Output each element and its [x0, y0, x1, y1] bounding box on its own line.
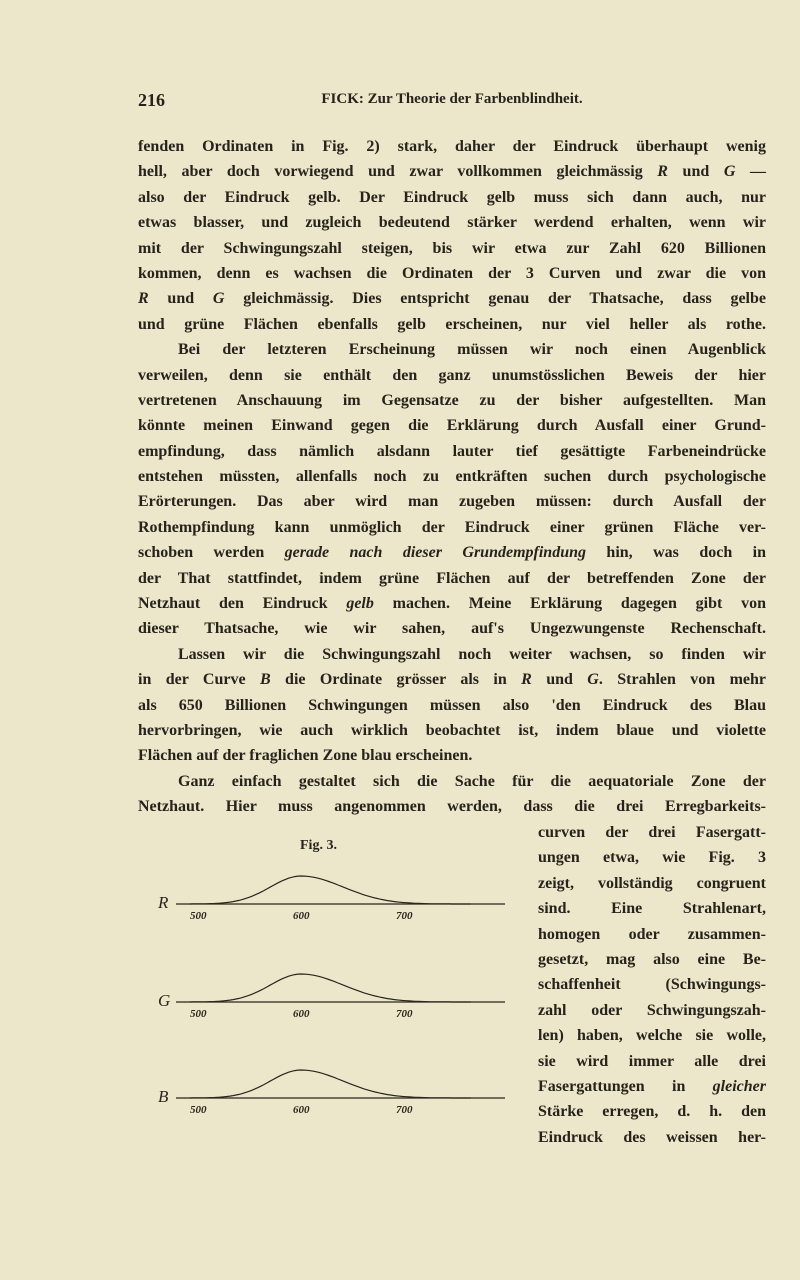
text-line [138, 236, 766, 261]
text-run: und [148, 290, 213, 308]
text-run: hell, aber doch vorwiegend und zwar vollkommen gleichmässig [138, 163, 658, 181]
figure-curves [150, 838, 520, 1128]
text-run: Netzhaut den Eindruck [138, 595, 347, 613]
text-line [538, 1125, 766, 1150]
figure-title: Fig. 3. [300, 838, 337, 853]
text-line [138, 743, 766, 768]
text-run: schaffenheit (Schwingungs- [538, 976, 766, 994]
text-run: Rothempfindung kann unmöglich der Eindruck einer grünen Fläche ver- [138, 518, 766, 536]
curve-label: R [158, 893, 169, 912]
text-line [538, 972, 766, 997]
tick-label: 700 [396, 910, 413, 922]
text-run: . Strahlen von mehr [598, 671, 767, 689]
text-run: Fasergattungen in [538, 1077, 713, 1095]
text-line [138, 693, 766, 718]
text-line [138, 388, 766, 413]
text-run: gleichmässig. Dies entspricht genau der Thatsache, dass gelbe [224, 290, 767, 308]
text-run: und grüne Flächen ebenfalls gelb erscheinen, nur viel heller als rothe. [138, 315, 766, 333]
tick-label: 500 [190, 1104, 207, 1116]
italic-text: gleicher [712, 1077, 766, 1095]
text-line [538, 1074, 766, 1099]
text-line [138, 312, 766, 337]
text-run: und [531, 671, 588, 689]
text-line [138, 515, 766, 540]
text-run: Erörterungen. Das aber wird man zugeben müssen: durch Ausfall der [138, 493, 766, 511]
text-run: in der Curve [138, 671, 260, 689]
text-line [138, 185, 766, 210]
text-run: Ganz einfach gestaltet sich die Sache für die aequatoriale Zone der [178, 772, 766, 790]
tick-label: 600 [293, 910, 310, 922]
text-line [138, 337, 766, 362]
excitability-curve [190, 974, 471, 1002]
italic-text: R [138, 290, 149, 308]
text-run: homogen oder zusammen- [538, 925, 766, 943]
text-line [138, 439, 766, 464]
text-run: hervorbringen, wie auch wirklich beobachtet ist, indem blaue und violette [138, 721, 766, 739]
text-line [138, 769, 766, 794]
italic-text: R [521, 671, 532, 689]
tick-label: 600 [293, 1008, 310, 1020]
text-line [138, 591, 766, 616]
text-line [138, 286, 766, 311]
text-run: Stärke erregen, d. h. den [538, 1103, 766, 1121]
text-run: als 650 Billionen Schwingungen müssen also 'den Eindruck des Blau [138, 696, 766, 714]
body-text [138, 134, 766, 820]
italic-text: B [259, 671, 271, 689]
text-run: Bei der letzteren Erscheinung müssen wir noch einen Augenblick [178, 341, 766, 359]
text-run: machen. Meine Erklärung dagegen gibt von [373, 595, 766, 613]
side-column-text [538, 820, 766, 1150]
text-run: hin, was doch in [586, 544, 767, 562]
italic-text: G [723, 163, 736, 181]
text-line [138, 413, 766, 438]
text-line [538, 1049, 766, 1074]
text-line [538, 998, 766, 1023]
curve-panel-r [157, 876, 505, 922]
text-line [138, 261, 766, 286]
text-run: und [667, 163, 724, 181]
text-line [538, 922, 766, 947]
excitability-curve [190, 1070, 471, 1098]
text-line [138, 566, 766, 591]
text-run: Flächen auf der fraglichen Zone blau erscheinen. [138, 747, 473, 765]
text-line [538, 820, 766, 845]
text-line [538, 947, 766, 972]
text-run: also der Eindruck gelb. Der Eindruck gelb muss sich dann auch, nur [138, 188, 766, 206]
text-run: mit der Schwingungszahl steigen, bis wir etwa zur Zahl 620 Billionen [138, 239, 766, 257]
text-run: zahl oder Schwingungszah- [538, 1001, 766, 1019]
text-run: curven der drei Fasergatt- [538, 824, 766, 841]
text-line [138, 489, 766, 514]
text-line [138, 794, 766, 819]
tick-label: 600 [293, 1104, 310, 1116]
text-line [138, 718, 766, 743]
text-line [538, 845, 766, 870]
text-run: zeigt, vollständig congruent [538, 874, 766, 892]
text-run: entstehen müssten, allenfalls noch zu entkräften suchen durch psychologische [138, 468, 766, 486]
text-run: dieser Thatsache, wie wir sahen, auf's Ungezwungenste Rechenschaft. [138, 620, 766, 638]
text-line [138, 642, 766, 667]
text-run: gesetzt, mag also eine Be- [538, 950, 766, 968]
text-line [138, 210, 766, 235]
text-line [138, 363, 766, 388]
text-run: der That stattfindet, indem grüne Flächen auf der betreffenden Zone der [138, 569, 766, 587]
text-run: fenden Ordinaten in Fig. 2) stark, daher der Eindruck überhaupt wenig [138, 138, 766, 155]
text-run: — [735, 163, 766, 181]
curve-label: G [158, 991, 171, 1010]
text-run: schoben werden [138, 544, 285, 562]
text-line [138, 667, 766, 692]
text-run: Eindruck des weissen her- [538, 1128, 766, 1146]
tick-label: 700 [396, 1104, 413, 1116]
text-run: empfindung, dass nämlich alsdann lauter tief gesättigte Farbeneindrücke [138, 442, 766, 460]
italic-text: gerade nach dieser Grundempfindung [284, 544, 586, 562]
italic-text: R [657, 163, 668, 181]
tick-label: 500 [190, 1008, 207, 1020]
text-run: Lassen wir die Schwingungszahl noch weiter wachsen, so finden wir [178, 645, 766, 663]
excitability-curve [190, 876, 471, 904]
curve-panel-g [158, 974, 505, 1020]
text-run: Netzhaut. Hier muss angenommen werden, dass die drei Erregbarkeits- [138, 798, 766, 816]
text-run: etwas blasser, und zugleich bedeutend stärker werdend erhalten, wenn wir [138, 214, 766, 232]
curve-panel-b [158, 1070, 505, 1116]
text-run: sie wird immer alle drei [538, 1052, 766, 1070]
curve-label: B [158, 1087, 169, 1106]
text-run: ungen etwa, wie Fig. 3 [538, 849, 766, 867]
text-run: verweilen, denn sie enthält den ganz unumstösslichen Beweis der hier [138, 366, 766, 384]
tick-label: 500 [190, 910, 207, 922]
text-run: sind. Eine Strahlenart, [538, 900, 766, 918]
text-line [138, 540, 766, 565]
page-number: 216 [138, 90, 165, 110]
text-run: kommen, denn es wachsen die Ordinaten der 3 Curven und zwar die von [138, 264, 766, 282]
text-line [138, 159, 766, 184]
text-line [138, 616, 766, 641]
italic-text: gelb [346, 595, 374, 613]
text-line [538, 871, 766, 896]
italic-text: G [212, 290, 225, 308]
text-line [538, 1023, 766, 1048]
text-run: vertretenen Anschauung im Gegensatze zu der bisher aufgestellten. Man [138, 391, 766, 409]
running-title: FICK: Zur Theorie der Farbenblindheit. [321, 91, 583, 107]
text-line [538, 1099, 766, 1124]
italic-text: G [587, 671, 599, 689]
text-run: könnte meinen Einwand gegen die Erklärung durch Ausfall einer Grund- [138, 417, 766, 435]
text-run: len) haben, welche sie wolle, [538, 1027, 766, 1045]
text-line [138, 134, 766, 159]
running-header [138, 90, 766, 114]
text-line [538, 896, 766, 921]
text-line [138, 464, 766, 489]
text-run: die Ordinate grösser als in [270, 671, 522, 689]
tick-label: 700 [396, 1008, 413, 1020]
figure-3 [150, 838, 520, 1128]
